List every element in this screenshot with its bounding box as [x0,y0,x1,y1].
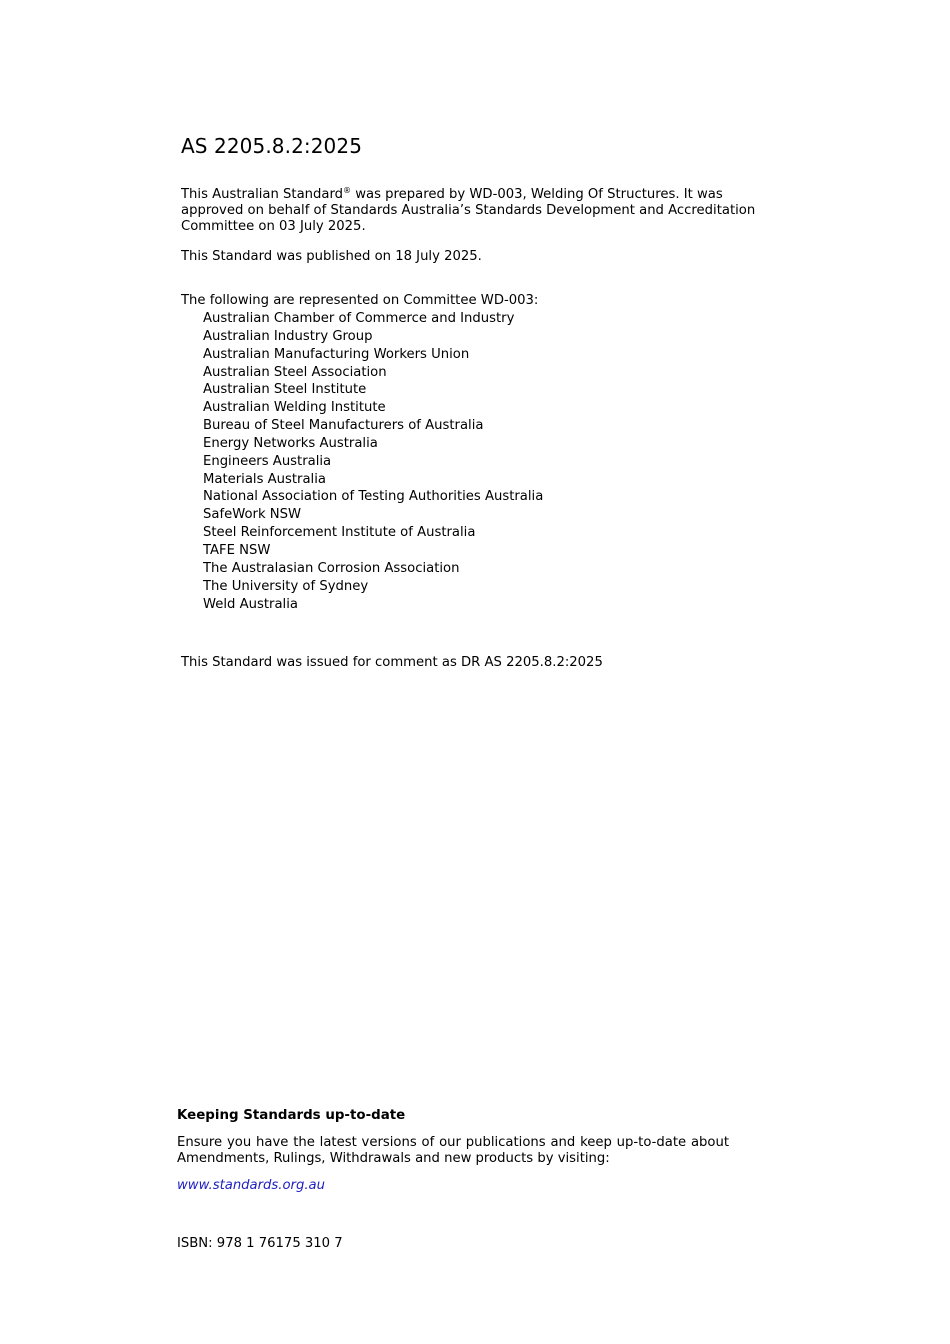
registered-mark: ® [343,186,352,195]
up-to-date-heading: Keeping Standards up-to-date [177,1108,406,1123]
committee-member: Energy Networks Australia [203,435,378,451]
committee-member: SafeWork NSW [203,507,302,523]
approval-text-start: This Australian Standard [181,187,344,202]
committee-member: Australian Industry Group [203,328,373,344]
committee-member: TAFE NSW [203,542,271,558]
approval-statement [181,187,773,235]
committee-intro: The following are represented on Committee WD-003: [181,293,539,308]
committee-member: Bureau of Steel Manufacturers of Australia [203,418,484,434]
committee-member: Australian Steel Association [203,364,387,380]
committee-member: Weld Australia [203,596,298,612]
committee-member: The Australasian Corrosion Association [203,560,460,576]
committee-member: Engineers Australia [203,453,332,469]
committee-member: Australian Welding Institute [203,400,386,416]
committee-member: Australian Manufacturing Workers Union [203,346,470,362]
approval-text-end: was prepared by WD-003, Welding Of Structures. It was approved on behalf of Standards Australia’s Standards Development and Accreditation Committee on 03 July 2025. [181,187,756,234]
standards-website-link[interactable]: www.standards.org.au [177,1178,325,1193]
committee-member: The University of Sydney [203,578,369,594]
isbn: ISBN: 978 1 76175 310 7 [177,1236,343,1251]
committee-member: Australian Steel Institute [203,382,367,398]
issued-for-comment-statement: This Standard was issued for comment as DR AS 2205.8.2:2025 [181,655,603,670]
standard-title: AS 2205.8.2:2025 [181,134,363,158]
up-to-date-body: Ensure you have the latest versions of our publications and keep up-to-date about Amendments, Rulings, Withdrawals and new products by visiting: [177,1135,729,1166]
committee-member: National Association of Testing Authorities Australia [203,489,544,505]
committee-member: Materials Australia [203,471,326,487]
committee-member: Australian Chamber of Commerce and Industry [203,311,515,326]
committee-member: Steel Reinforcement Institute of Australia [203,525,476,541]
publication-date-statement: This Standard was published on 18 July 2025. [181,249,482,264]
committee-member-list [203,311,543,614]
